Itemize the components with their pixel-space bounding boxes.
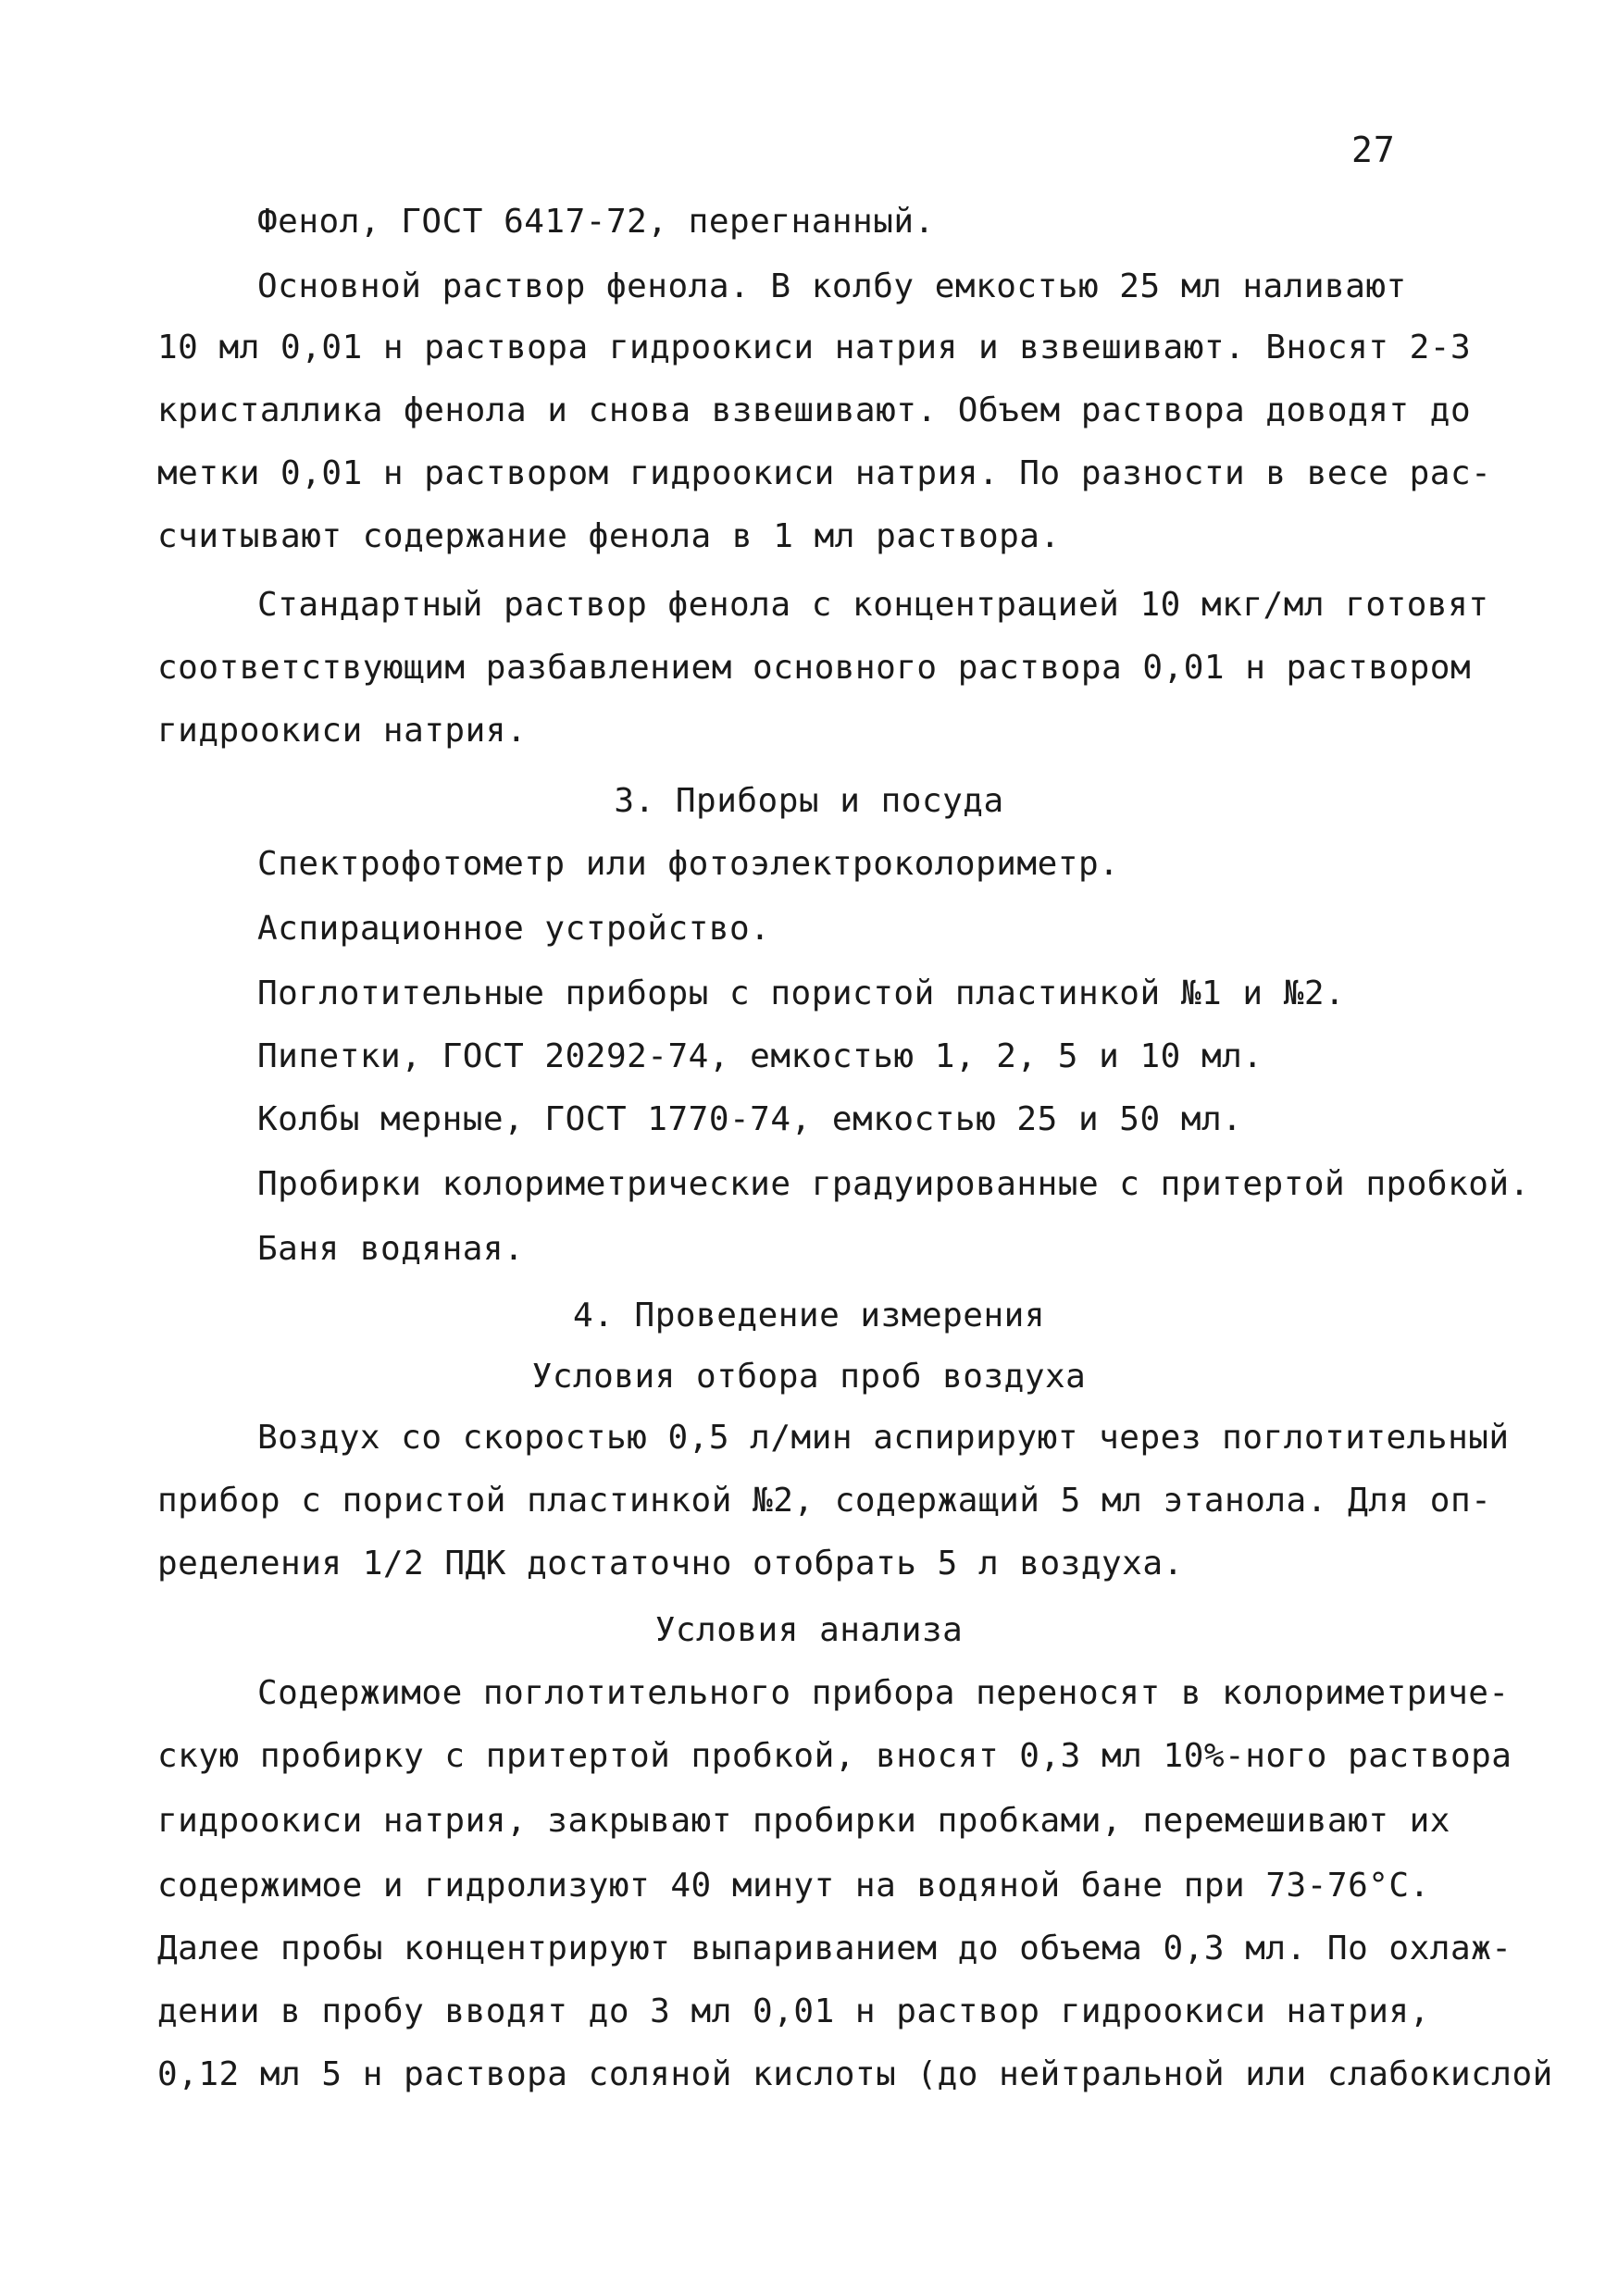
equipment-item-3: Поглотительные приборы с пористой пластинкой №1 и №2. — [257, 974, 1346, 1012]
analysis-subheading: Условия анализа — [654, 1611, 964, 1649]
standard-solution-line-1: Стандартный раствор фенола с концентрацией 10 мкг/мл готовят — [257, 586, 1489, 624]
equipment-item-5: Колбы мерные, ГОСТ 1770-74, емкостью 25 и 50 мл. — [257, 1100, 1243, 1138]
stock-solution-line-3: кристаллика фенола и снова взвешивают. Объем раствора доводят до — [157, 391, 1472, 429]
sampling-line-2: прибор с пористой пластинкой №2, содержащий 5 мл этанола. Для оп- — [157, 1482, 1492, 1520]
analysis-line-2: скую пробирку с притертой пробкой, вносят 0,3 мл 10%-ного раствора — [157, 1737, 1512, 1775]
sampling-subheading: Условия отбора проб воздуха — [531, 1358, 1087, 1396]
stock-solution-line-1: Основной раствор фенола. В колбу емкостью 25 мл наливают — [257, 267, 1407, 305]
phenol-reagent-line: Фенол, ГОСТ 6417-72, перегнанный. — [257, 203, 935, 241]
analysis-line-1: Содержимое поглотительного прибора переносят в колориметриче- — [257, 1674, 1510, 1712]
analysis-line-4: содержимое и гидролизуют 40 минут на водяной бане при 73-76°С. — [157, 1867, 1430, 1905]
standard-solution-line-2: соответствующим разбавлением основного раствора 0,01 н раствором — [157, 649, 1472, 687]
equipment-item-6: Пробирки колориметрические градуированные с притертой пробкой. — [257, 1165, 1530, 1203]
sampling-line-1: Воздух со скоростью 0,5 л/мин аспирируют через поглотительный — [257, 1419, 1510, 1457]
equipment-item-1: Спектрофотометр или фотоэлектроколориметр. — [257, 845, 1120, 883]
standard-solution-line-3: гидроокиси натрия. — [157, 712, 528, 750]
stock-solution-line-4: метки 0,01 н раствором гидроокиси натрия. По разности в весе рас- — [157, 454, 1492, 492]
analysis-line-6: дении в пробу вводят до 3 мл 0,01 н раствор гидроокиси натрия, — [157, 1992, 1430, 2030]
analysis-line-7: 0,12 мл 5 н раствора соляной кислоты (до нейтральной или слабокислой — [157, 2055, 1553, 2093]
analysis-line-5: Далее пробы концентрируют выпариванием до объема 0,3 мл. По охлаж- — [157, 1930, 1512, 1967]
stock-solution-line-2: 10 мл 0,01 н раствора гидроокиси натрия и взвешивают. Вносят 2-3 — [157, 329, 1472, 366]
section-4-heading: 4. Проведение измерения — [573, 1297, 1045, 1334]
equipment-item-2: Аспирационное устройство. — [257, 910, 771, 948]
equipment-item-7: Баня водяная. — [257, 1230, 525, 1268]
stock-solution-line-5: считывают содержание фенола в 1 мл раствора. — [157, 517, 1061, 555]
sampling-line-3: ределения 1/2 ПДК достаточно отобрать 5 л воздуха. — [157, 1545, 1184, 1582]
section-3-heading: 3. Приборы и посуда — [614, 782, 1004, 820]
analysis-line-3: гидроокиси натрия, закрывают пробирки пробками, перемешивают их — [157, 1802, 1450, 1840]
equipment-item-4: Пипетки, ГОСТ 20292-74, емкостью 1, 2, 5 и 10 мл. — [257, 1037, 1263, 1075]
page-number: 27 — [1351, 130, 1396, 170]
